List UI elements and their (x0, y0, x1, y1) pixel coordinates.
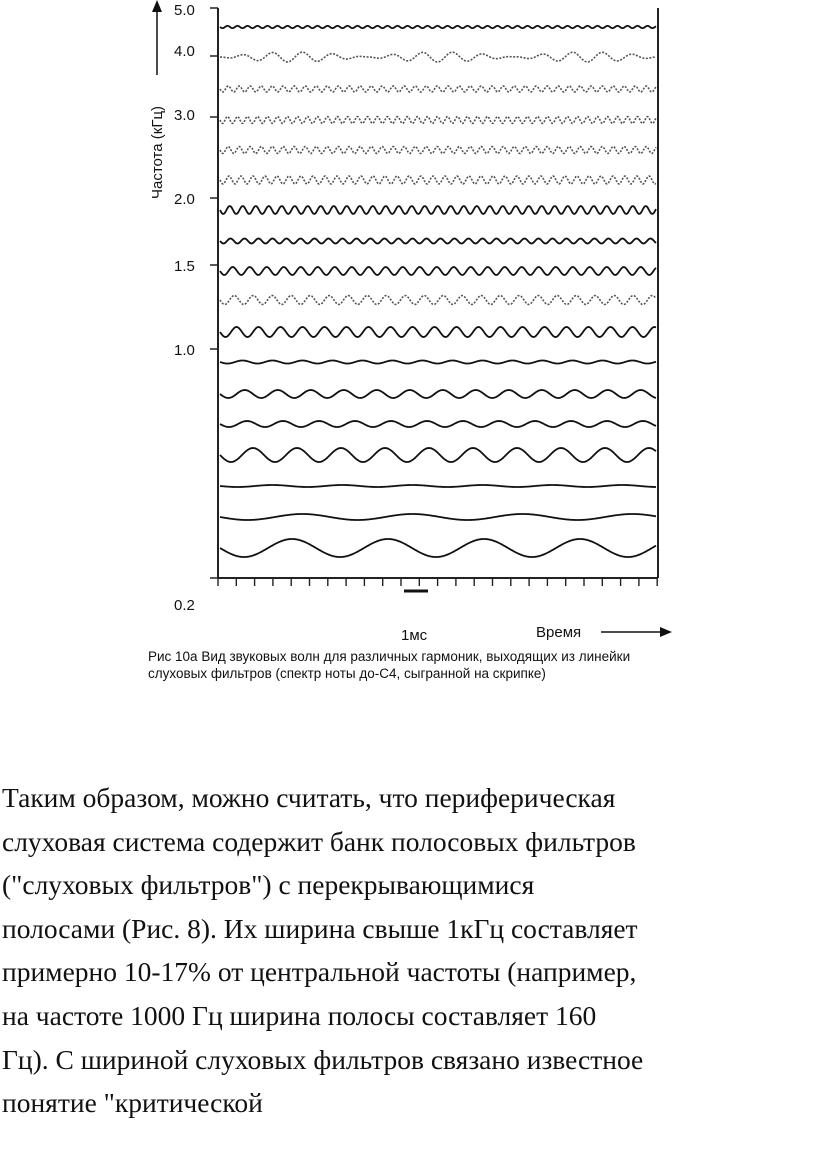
waveform-line (220, 267, 656, 275)
y-tick-label: 1.0 (174, 342, 195, 359)
waveform-line (220, 296, 656, 305)
text-line: полосами (Рис. 8). Их ширина свыше 1кГц составляет (2, 912, 638, 944)
waveform-line (220, 514, 656, 520)
y-tick-label: 2.0 (174, 191, 195, 208)
text-line: слуховая система содержит банк полосовых фильтров (2, 825, 636, 857)
scale-bar-label: 1мс (401, 627, 428, 644)
waveform-line (220, 117, 656, 124)
x-axis-title: Время (536, 624, 582, 641)
waveform-line (220, 86, 656, 92)
waveform-line (220, 52, 656, 62)
y-axis-title: Частота (кГц) (149, 105, 166, 199)
caption-line: Рис 10а Вид звуковых волн для различных гармоник, выходящих из линейки (148, 649, 631, 664)
waveform-line (220, 147, 656, 154)
waveform-line (220, 390, 656, 398)
body-paragraph (2, 776, 816, 1125)
y-tick-label: 1.5 (174, 258, 195, 275)
text-line: понятие "критической (2, 1087, 263, 1119)
waveform-line (220, 206, 656, 214)
y-tick-label: 4.0 (174, 43, 195, 60)
y-tick-label: 3.0 (174, 107, 195, 124)
text-line: ("слуховых фильтров") с перекрывающимися (2, 869, 535, 901)
y-tick-label: 5.0 (174, 2, 195, 19)
waveform-line (220, 361, 656, 364)
y-ticks (210, 8, 218, 578)
waveform-line (220, 327, 656, 337)
waveform-line (220, 485, 656, 487)
caption-line: слуховых фильтров (спектр ноты до-C4, сыгранной на скрипке) (148, 666, 546, 681)
waveform-line (220, 176, 656, 184)
y-tick-label: 0.2 (174, 597, 195, 614)
waveform-line (220, 539, 656, 557)
text-line: примерно 10-17% от центральной частоты (например, (2, 956, 637, 988)
waveform-line (220, 239, 656, 244)
waveform-line (220, 448, 656, 462)
waveform-line (220, 26, 656, 28)
x-arrow-head (660, 627, 672, 637)
waveforms (220, 26, 656, 557)
text-line: Таким образом, можно считать, что периферическая (2, 782, 616, 813)
x-ticks (218, 578, 657, 586)
text-line: на частоте 1000 Гц ширина полосы составляет 160 (2, 999, 597, 1031)
figure-caption (148, 648, 708, 682)
waveform-line (220, 421, 656, 427)
y-arrow-head (152, 0, 162, 12)
text-line: Гц). С шириной слуховых фильтров связано известное (2, 1043, 644, 1075)
